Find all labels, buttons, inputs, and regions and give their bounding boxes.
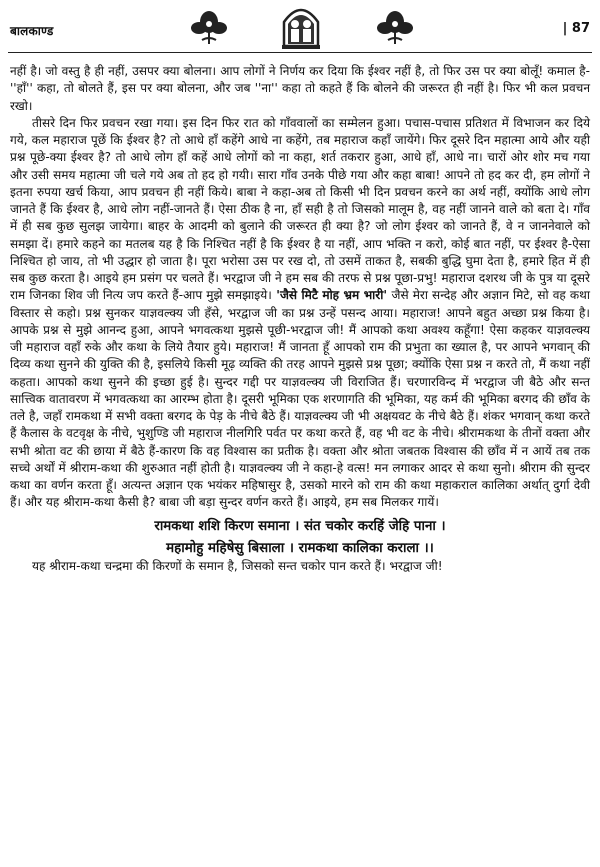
section-title: बालकाण्ड: [10, 24, 54, 38]
paragraph: यह श्रीराम-कथा चन्द्रमा की किरणों के समान है, जिसको सन्त चकोर पान करते हैं। भरद्वाज जी!: [32, 558, 443, 573]
floral-ornament-icon: [374, 8, 416, 48]
header-divider: [8, 52, 592, 53]
paragraph: नहीं है। जो वस्तु है ही नहीं, उसपर क्या बोलना। आप लोगों ने निर्णय कर दिया कि ईश्वर नहीं है, तो फिर उस पर क्या बोलूँ! कमाल है-''हाँ'' कहा, तो बोलते हैं, इस पर क्या बोलना, और जब ''ना'' कहा तो कहते हैं कि बोलने की जरूरत ही नहीं है। फिर भी कल प्रवचन रखो।: [10, 64, 590, 113]
page-header: [0, 0, 600, 62]
verse-line: महामोहु महिषेसु बिसाला । रामकथा कालिका कराला ।।: [166, 540, 434, 556]
page-body: [10, 63, 590, 575]
paragraph-text: जैसे मेरा सन्देह और अज्ञान मिटे, सो वह कथा विस्तार से कहो। प्रश्न सुनकर याज्ञवल्क्य जी हँसे, भरद्वाज जी का प्रश्न उन्हें पसन्द आया। महाराज! आपने बहुत अच्छा प्रश्न किया है। आपके प्रश्न से मुझे आनन्द हुआ, आपने भगवत्कथा मुझसे पूछी-भरद्वाज जी! मैं आपको कथा अवश्य कहूँगा! ऐसा कहकर याज्ञवल्क्य जी महाराज वहाँ रुके और कथा के लिये तैयार हुये। महाराज! मैं जानता हूँ आपको राम की प्रभुता का ख्याल है, पर आपने भगवान् की दिव्य कथा सुनने की युक्ति की है, इसलिये किसी मूढ़ व्यक्ति की तरह आपने मुझसे प्रश्न पूछा; क्योंकि ऐसा प्रश्न न करते तो, मैं कथा नहीं कहता। आपको कथा सुनने की इच्छा हुई है। सुन्दर गद्दी पर याज्ञवल्क्य जी विराजित हैं। चरणारविन्द में भरद्वाज जी बैठे और सन्त सात्त्विक वातावरण में भगवत्कथा का आरम्भ होता है। दूसरी भूमिका एक शरणागति की भूमिका, यह कर्म की भूमिका बरगद की छाँव के तले है, जहाँ रामकथा में सभी वक्ता बरगद के पेड़ के नीचे बैठे हैं। याज्ञवल्क्य जी भी अक्षयवट के नीचे बैठे हैं। शंकर भगवान् कथा करते हैं कैलास के वटवृक्ष के नीचे, भुशुण्डि जी महाराज नीलगिरि पर्वत पर कथा करते हैं, वह भी वट के नीचे। श्रीरामकथा के तीनों वक्ता और सभी श्रोता वट की छाया में बैठे हैं-कारण कि वह विश्वास का प्रतीक है। वक्ता और श्रोता जबतक विश्वास की छाँव में न आयें तब तक सच्चे अर्थों में श्रीराम-कथा की शुरुआत नहीं होती है। याज्ञवल्क्य जी ने कहा-हे वत्स! मन लगाकर आदर से कथा सुनो। श्रीराम की सुन्दर कथा का वर्णन करता हूँ। अत्यन्त अज्ञान एक भयंकर महिषासुर है, उसको मारने को राम की कथा महाकराल कालिका अर्थात् दुर्गा देवी हैं। और यह श्रीराम-कथा कैसी है? बाबा जी बड़ा सुन्दर वर्णन करते हैं। आइये, हम सब मिलकर गायें।: [10, 288, 590, 510]
floral-ornament-icon: [188, 8, 230, 48]
quoted-verse: 'जैसे मिटै मोह भ्रम भारी': [271, 288, 392, 303]
page-number: | 87: [562, 21, 590, 36]
paragraph: [10, 115, 590, 512]
verse-line: रामकथा शशि किरण समाना । संत चकोर करहिं जेहि पाना ।: [154, 518, 446, 534]
paragraph-text: तीसरे दिन फिर प्रवचन रखा गया। इस दिन फिर रात को गाँववालों का सम्मेलन हुआ। पचास-पचास प्रतिशत में विभाजन कर दिये गये, कल महाराज पूछें कि ईश्वर है? तो आधे हाँ कहेंगे आधे ना कहेंगे, तब महाराज कहाँ जायेंगे। फिर दूसरे दिन महात्मा आये और यही प्रश्न पूछे-क्या ईश्वर है? तो आधे लोग हाँ कहें आधे लोगों को ना कहा, शर्त तकरार हुआ, आधे हाँ, आधे ना। चारों ओर शोर मच गया और उसी समय महात्मा जी चले गये अब तो हद हो गयी। सारा गाँव उनके पीछे गया और कहा बाबा! आपने तो हद कर दी, हम लोगों ने इतना रुपया खर्च किया, आप प्रवचन ही नहीं किये। बाबा ने कहा-अब तो किसी भी दिन प्रवचन करने का अर्थ नहीं, क्योंकि आधे लोग जानते हैं कि ईश्वर है, आधे लोग नहीं-जानते हैं। ऐसा ठीक है ना, हाँ सही है तो जिसको मालूम है, वह नहीं जानने वाले को बता दे। गाँव में ही सब कुछ सुलझ जायेगा। बाहर के आदमी को बुलाने की जरूरत ही क्या है? जो लोग ईश्वर को जानते हैं, वे न जाननेवाले को समझा दें। हमारे कहने का मतलब यह है कि निश्चित नहीं है कि ईश्वर है या नहीं, आप भक्ति न करो, कोई बात नहीं, पर ईश्वर है-ऐसा निश्चित हो जाय, तो भी उद्धार हो जाता है। पूरा भरोसा उस पर रख दो, तो उसमें ताकत है, सबकी बुद्धि घुमा देता है, हमारे हित में ही सब कुछ करता है। आइये हम प्रसंग पर चलते हैं। भरद्वाज जी ने हम सब की तरफ से प्रश्न पूछा-प्रभु! महाराज दशरथ जी के पुत्र या दूसरे राम जिनका शिव जी नित्य जप करते हैं-आप मुझे समझाइये।: [10, 115, 590, 303]
deity-emblem-icon: [278, 2, 324, 52]
